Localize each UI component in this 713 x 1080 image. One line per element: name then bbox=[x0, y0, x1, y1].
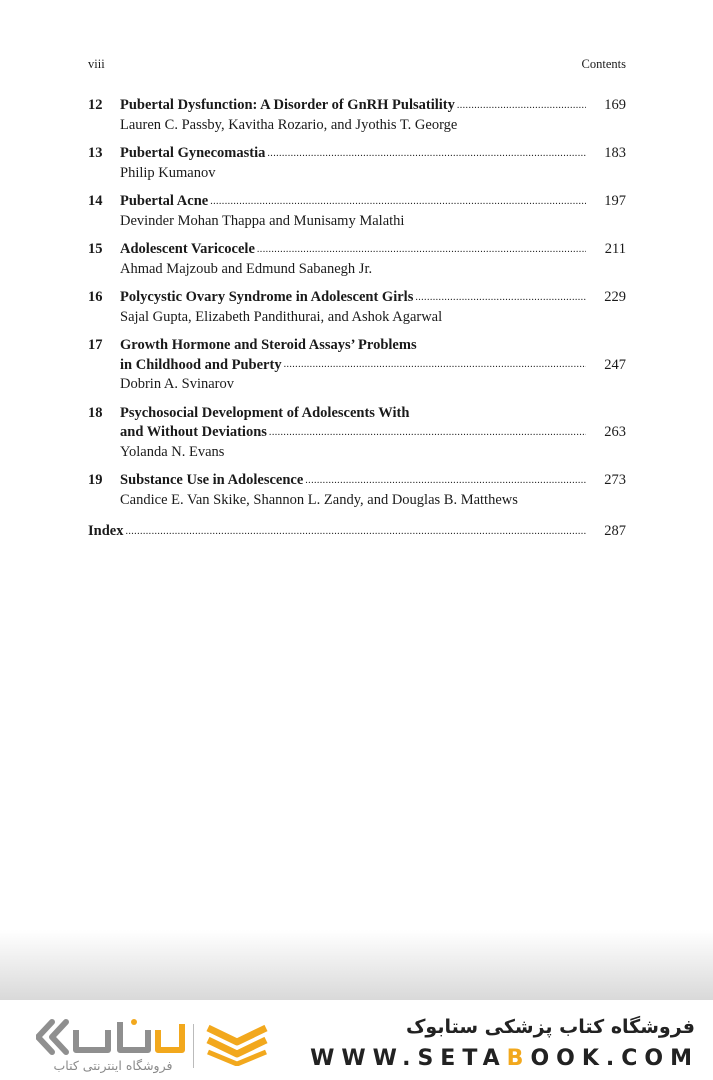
page-ref: 229 bbox=[604, 289, 626, 305]
toc-title-line bbox=[88, 423, 626, 443]
store-url[interactable] bbox=[310, 1046, 699, 1071]
chapter-number: 16 bbox=[88, 289, 103, 305]
index-line bbox=[88, 522, 626, 542]
page-ref: 263 bbox=[604, 424, 626, 440]
chapter-title: Adolescent Varicocele bbox=[120, 241, 255, 257]
toc-entry[interactable] bbox=[88, 404, 626, 463]
toc-title-line bbox=[88, 96, 626, 116]
page-ref: 211 bbox=[604, 241, 626, 257]
toc-entry[interactable] bbox=[88, 336, 626, 395]
dot-leader bbox=[305, 474, 586, 488]
store-name: فروشگاه کتاب پزشکی ستابوک bbox=[405, 1016, 695, 1038]
chapter-title: Pubertal Acne bbox=[120, 193, 209, 209]
toc-title-line bbox=[88, 471, 626, 491]
table-of-contents bbox=[88, 96, 626, 551]
chapter-authors: Ahmad Majzoub and Edmund Sabanegh Jr. bbox=[120, 260, 373, 277]
page-ref: 247 bbox=[604, 356, 626, 373]
page-number: viii bbox=[88, 57, 105, 71]
page-ref: 183 bbox=[604, 145, 626, 161]
logo-divider bbox=[193, 1024, 194, 1068]
logo-subtitle: فروشگاه اینترنتی کتاب bbox=[53, 1058, 173, 1073]
chapter-title: in Childhood and Puberty bbox=[120, 356, 282, 373]
chapter-number: 14 bbox=[88, 193, 103, 209]
toc-entry[interactable] bbox=[88, 240, 626, 279]
toc-entry[interactable] bbox=[88, 96, 626, 135]
chapter-authors: Dobrin A. Svinarov bbox=[120, 376, 234, 392]
toc-title-line bbox=[88, 336, 626, 356]
page-ref: 287 bbox=[604, 523, 626, 539]
page-ref: 169 bbox=[604, 97, 626, 113]
dot-leader bbox=[457, 99, 586, 113]
dot-leader bbox=[125, 525, 586, 539]
chapter-number: 17 bbox=[88, 337, 103, 353]
chapter-authors: Candice E. Van Skike, Shannon L. Zandy, and Douglas B. Matthews bbox=[120, 491, 518, 508]
chapter-title: Pubertal Gynecomastia bbox=[120, 145, 266, 161]
dot-leader bbox=[284, 358, 586, 372]
toc-entry[interactable] bbox=[88, 288, 626, 327]
setabook-logo-icon bbox=[36, 1016, 186, 1060]
url-prefix: WWW.SETA bbox=[310, 1046, 507, 1071]
toc-title-line bbox=[88, 144, 626, 164]
toc-entry[interactable] bbox=[88, 192, 626, 231]
toc-entry[interactable] bbox=[88, 471, 626, 510]
dot-leader bbox=[267, 147, 586, 161]
chapter-authors: Yolanda N. Evans bbox=[120, 443, 225, 460]
chapter-number: 15 bbox=[88, 241, 103, 257]
toc-title-line bbox=[88, 404, 626, 424]
page-ref: 197 bbox=[604, 193, 626, 209]
chapter-title: and Without Deviations bbox=[120, 424, 267, 440]
toc-title-line bbox=[88, 192, 626, 212]
chapter-number: 19 bbox=[88, 472, 103, 488]
running-title: Contents bbox=[581, 57, 626, 71]
chapter-authors: Sajal Gupta, Elizabeth Pandithurai, and Ashok Agarwal bbox=[120, 308, 443, 325]
index-label: Index bbox=[88, 523, 124, 539]
chapter-authors: Devinder Mohan Thappa and Munisamy Malathi bbox=[120, 212, 405, 229]
chapter-title: Psychosocial Development of Adolescents With bbox=[120, 404, 410, 421]
url-highlight: B bbox=[506, 1046, 531, 1071]
page-bottom-shadow bbox=[0, 930, 713, 1002]
dot-leader bbox=[257, 243, 586, 257]
chapter-number: 12 bbox=[88, 97, 103, 113]
chapter-title: Pubertal Dysfunction: A Disorder of GnRH Pulsatility bbox=[120, 97, 455, 113]
dot-leader bbox=[415, 291, 586, 305]
page-ref: 273 bbox=[604, 472, 626, 488]
chapter-authors: Philip Kumanov bbox=[120, 164, 216, 181]
toc-title-line bbox=[88, 240, 626, 260]
chapter-title: Substance Use in Adolescence bbox=[120, 472, 304, 488]
toc-index-entry[interactable] bbox=[88, 522, 626, 542]
url-suffix: OOK.COM bbox=[530, 1046, 699, 1071]
dot-leader bbox=[210, 195, 586, 209]
chapter-number: 18 bbox=[88, 404, 103, 421]
chapter-authors: Lauren C. Passby, Kavitha Rozario, and Jyothis T. George bbox=[120, 116, 458, 133]
toc-title-line bbox=[88, 288, 626, 308]
chapter-title: Polycystic Ovary Syndrome in Adolescent Girls bbox=[120, 289, 414, 305]
dot-leader bbox=[269, 426, 586, 440]
toc-entry[interactable] bbox=[88, 144, 626, 183]
book-stack-icon bbox=[204, 1018, 270, 1066]
chapter-number: 13 bbox=[88, 145, 103, 161]
toc-title-line bbox=[88, 356, 626, 376]
chapter-title: Growth Hormone and Steroid Assays’ Problems bbox=[120, 337, 417, 353]
